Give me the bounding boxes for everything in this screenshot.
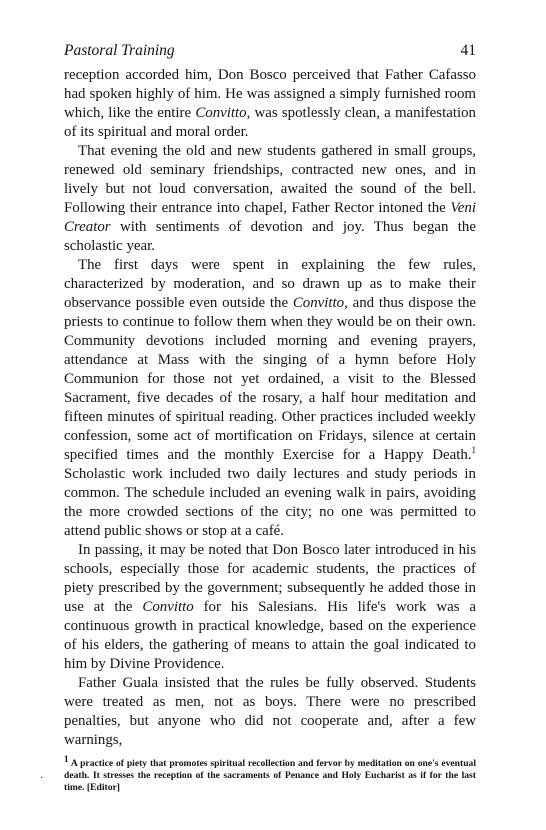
text-run: Scholastic work included two daily lectures and study periods in common. The schedule included an evening walk in pairs, avoiding the more crowded sections of the city; no one was permitted to attend public shows or stop at a café.: [64, 466, 476, 539]
paragraph: [64, 66, 476, 142]
italic-term: Veni Creator: [64, 200, 476, 235]
text-run: was spotlessly clean, a manifestation of its spiritual and moral order.: [64, 105, 476, 140]
running-header: [64, 42, 476, 62]
footnote-marker: 1: [64, 753, 69, 764]
footnote-ref: 1: [471, 445, 476, 456]
italic-term: Convitto,: [195, 105, 251, 121]
text-run: for his Salesians. His life's work was a continuous growth in practical knowledge, based on the experience of his elders, the gathering of means to attain the goal indicated to him by Divine Providence.: [64, 599, 476, 672]
running-title: Pastoral Training: [64, 42, 175, 59]
footnote-text: A practice of piety that promotes spiritual recollection and fervor by meditation on one's eventual death. It stresses the reception of the sacraments of Penance and Holy Eucharist as if for the last time. [Editor]: [64, 758, 476, 793]
text-run: The first days were spent in explaining the few rules, characterized by moderation, and so drawn up as to make their observance possible even outside the: [64, 257, 476, 311]
paragraph: [64, 142, 476, 256]
text-run: That evening the old and new students gathered in small groups, renewed old seminary friendships, contracted new ones, and in lively but not loud conversation, awaited the sound of the bell. Following their entrance into chapel, Father Rector intoned the: [64, 143, 476, 216]
text-run: Father Guala insisted that the rules be fully observed. Students were treated as men, not as boys. There were no prescribed penalties, but anyone who did not cooperate and, after a few warnings,: [64, 675, 476, 748]
paragraph: [64, 674, 476, 750]
text-run: and thus dispose the priests to continue to follow them when they would be on their own. Community devotions included morning and evening prayers, attendance at Mass with the singing of a hymn before Holy Communion for those not yet ordained, a visit to the Blessed Sacrament, five decades of the rosary, a half hour meditation and fifteen minutes of spiritual reading. Other practices included weekly confession, some act of mortification on Fridays, silence at certain specified times and the monthly Exercise for a Happy Death.: [64, 295, 477, 463]
page-number: 41: [460, 42, 476, 59]
body-text: [64, 66, 476, 750]
text-run: reception accorded him, Don Bosco perceived that Father Cafasso had spoken highly of him. He was assigned a simply furnished room which, like the entire: [64, 67, 476, 121]
footnote: [64, 753, 476, 794]
paragraph: [64, 541, 476, 674]
page-speck: ·: [40, 773, 44, 784]
paragraph: [64, 256, 476, 541]
text-run: In passing, it may be noted that Don Bosco later introduced in his schools, especially those for academic students, the practices of piety prescribed by the government; subsequently he added those in use at the: [64, 542, 476, 615]
text-run: with sentiments of devotion and joy. Thus began the scholastic year.: [64, 219, 476, 254]
italic-term: Convitto: [142, 599, 194, 615]
italic-term: Convitto,: [292, 295, 348, 311]
